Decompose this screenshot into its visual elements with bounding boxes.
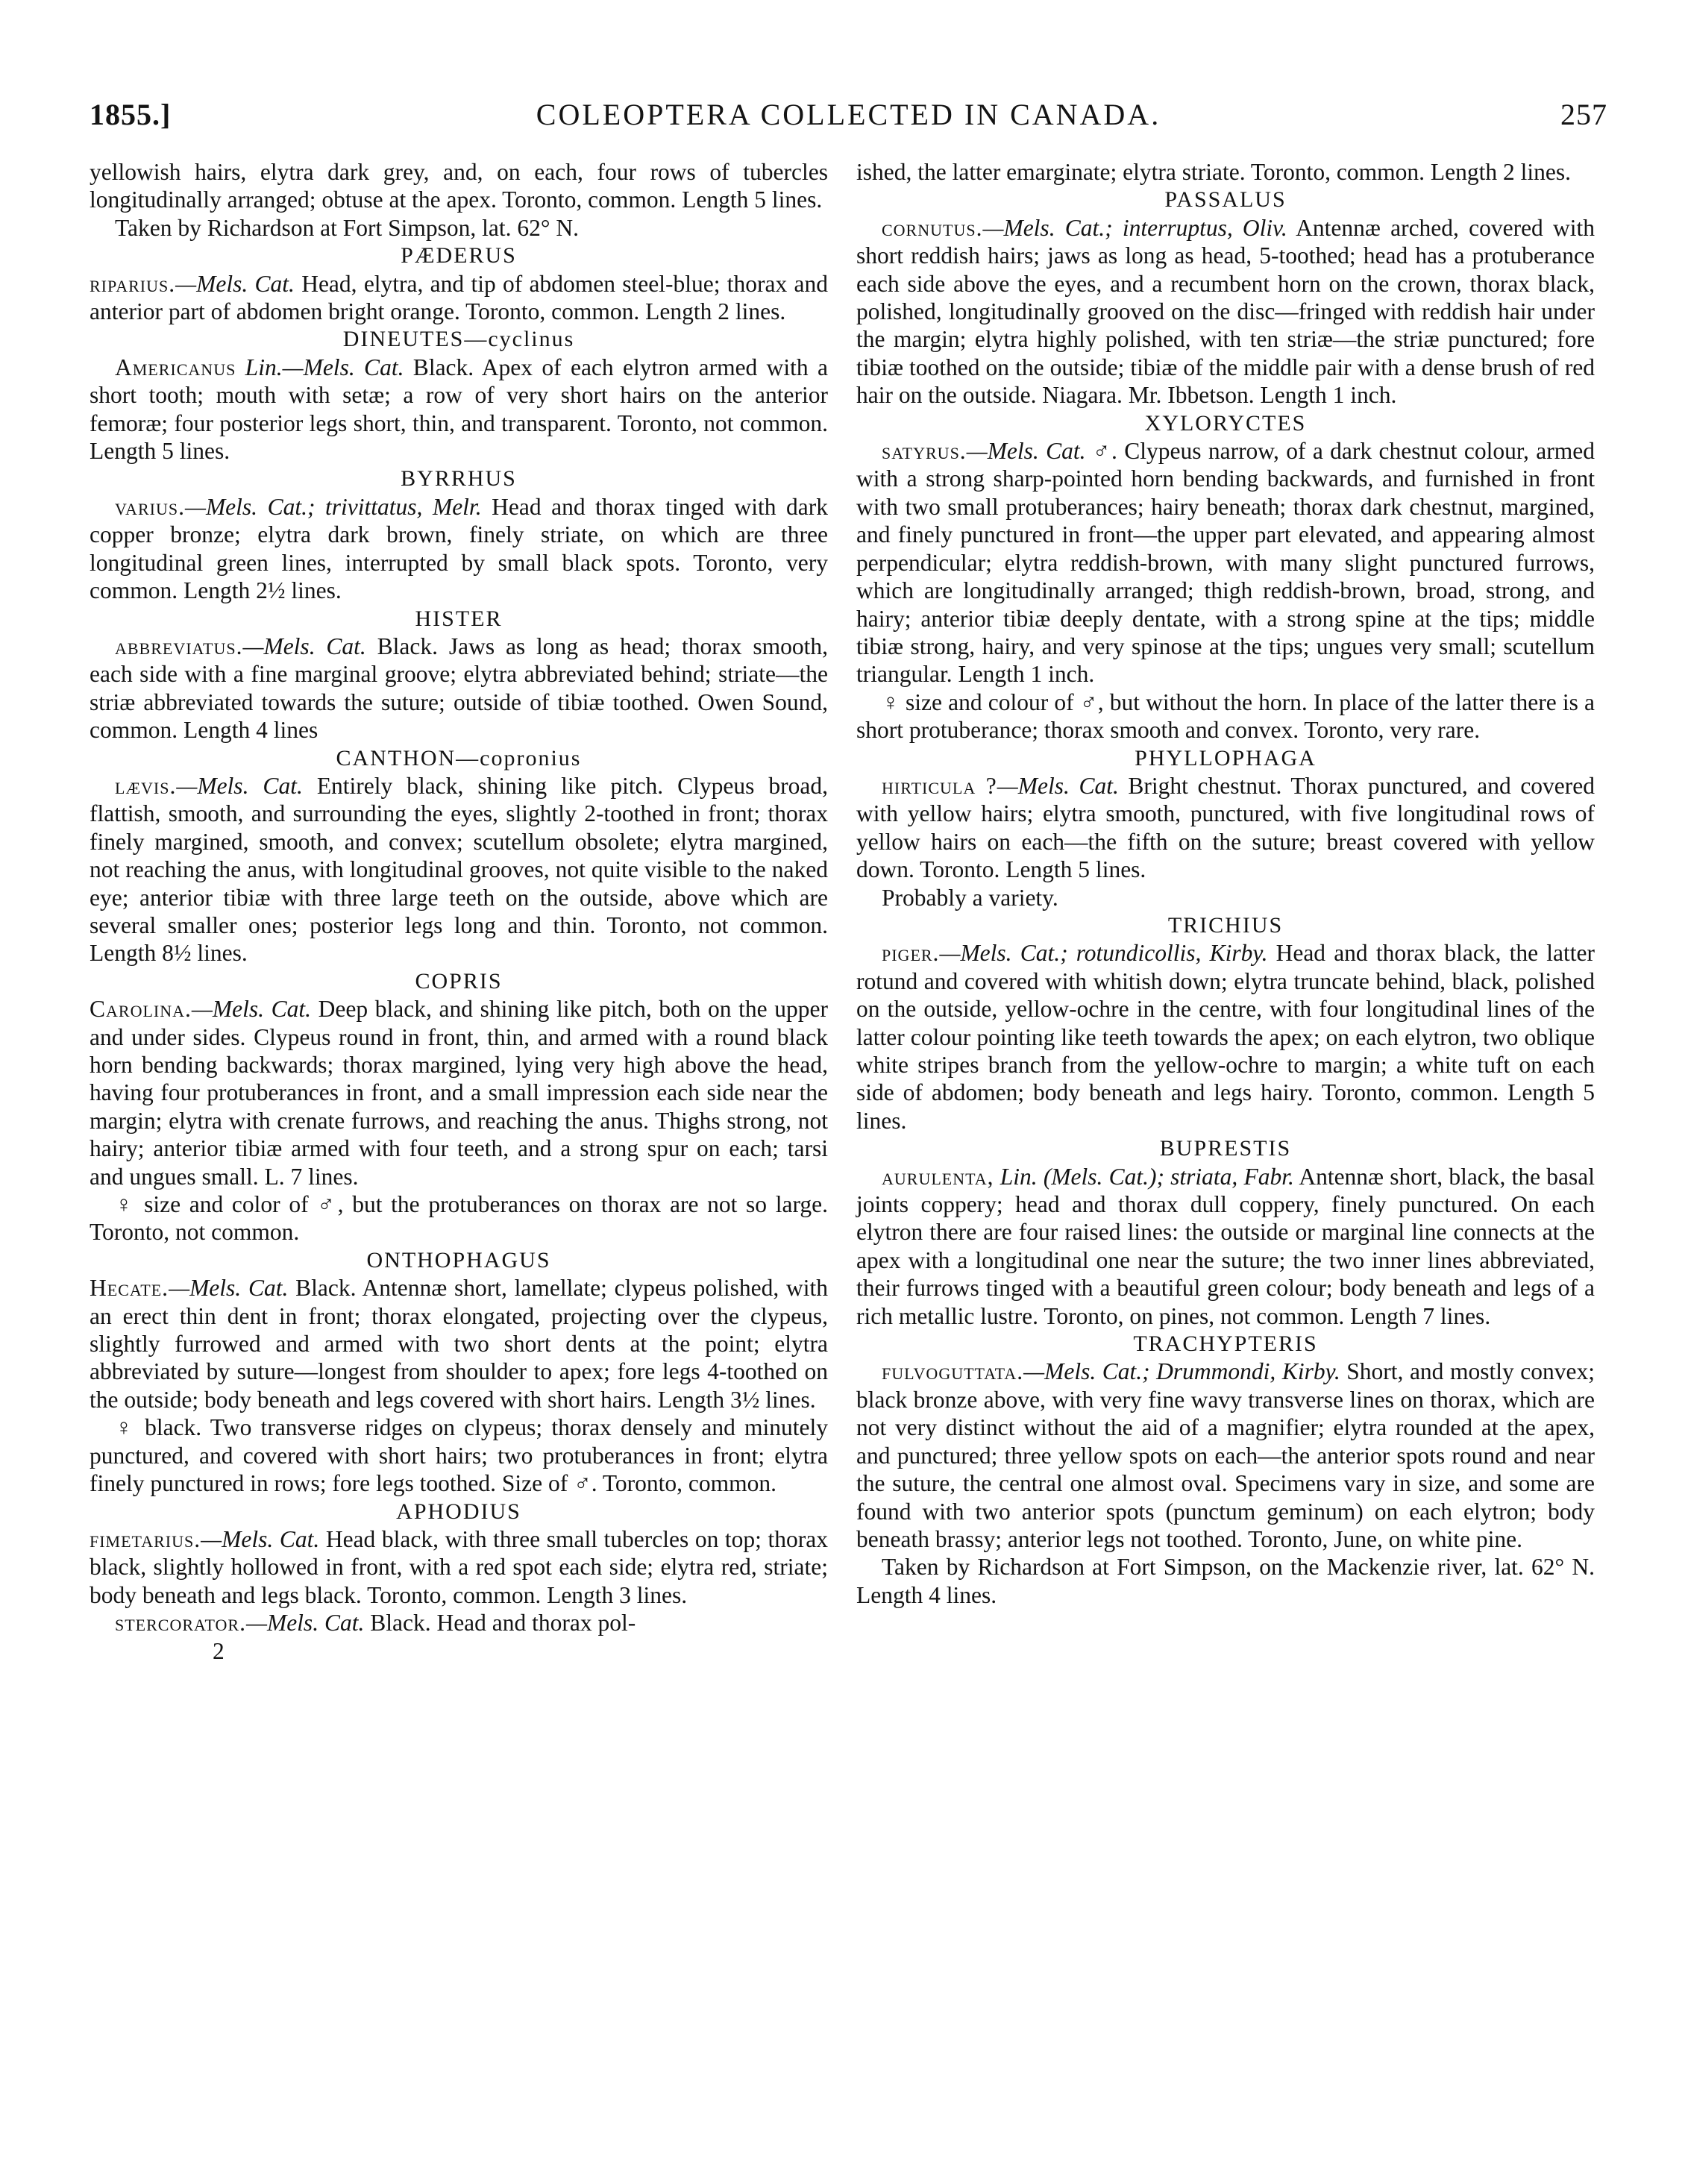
species-name: abbreviatus. (115, 633, 243, 659)
species-reference: Lin.—Mels. Cat. (236, 354, 404, 380)
species-reference: —Mels. Cat.; interruptus, Oliv. (982, 214, 1287, 241)
species-description: Antennæ short, black, the basal joints coppery; head and thorax dull coppery, finely punctured. On each elytron there are four raised lines: the outside or marginal line connects at the apex with a longitudinal one near the suture; the two inner lines abbreviated, their furrows tinged with a beautiful green colour; body beneath and legs of a rich metallic lustre. Toronto, on pines, not common. Length 7 lines. (856, 1163, 1595, 1329)
species-reference: Lin. (Mels. Cat.); striata, Fabr. (994, 1163, 1294, 1190)
species-entry (90, 995, 828, 1190)
running-head (90, 97, 1607, 142)
species-name: fulvoguttata. (882, 1358, 1024, 1385)
species-name: fimetarius. (90, 1525, 201, 1552)
species-description: Short, and mostly convex; black bronze above, with very fine wavy transverse lines on thorax, which are not very distinct without the aid of a magnifier; elytra rounded at the apex, and punctured; three yellow spots on each—the anterior spots round and near the suture, the central one almost oval. Specimens vary in size, and some are found with two anterior spots (punctum geminum) on each elytron; body beneath brassy; anterior legs not toothed. Toronto, June, on white pine. (856, 1358, 1595, 1552)
species-name: aurulenta, (882, 1163, 994, 1190)
species-reference: —Mels. Cat.; rotundicollis, Kirby. (939, 940, 1268, 967)
species-reference: —Mels. Cat.; trivittatus, Melr. (184, 493, 482, 520)
species-entry (90, 354, 828, 465)
species-reference: —Mels. Cat. (169, 1275, 289, 1302)
species-reference: —Mels. Cat. (176, 772, 303, 799)
species-entry (856, 939, 1595, 1135)
species-reference: —Mels. Cat. (245, 1610, 365, 1637)
genus-heading: BYRRHUS (401, 466, 517, 492)
genus-heading: XYLORYCTES (1144, 410, 1307, 436)
species-entry (90, 1525, 828, 1609)
species-reference: —Mels. Cat. (966, 438, 1086, 465)
genus-heading: DINEUTES—cyclinus (342, 327, 575, 352)
species-reference: —Mels. Cat. (997, 772, 1119, 799)
right-column (856, 158, 1595, 1609)
species-description: Deep black, and shining like pitch, both on the upper and under sides. Clypeus round in front, thin, and armed with a round black horn bending backwards; thorax margined, lying very high above the head, having four protuberances in front, and a small impression each side near the margin; elytra with crenate furrows, and reaching the anus. Thighs strong, not hairy; anterior tibiæ armed with four teeth, and a strong spur on each; tarsi and ungues small. L. 7 lines. (90, 996, 828, 1190)
species-name: riparius. (90, 270, 176, 297)
species-entry (856, 437, 1595, 688)
genus-heading: APHODIUS (396, 1499, 521, 1524)
collection-note: Taken by Richardson at Fort Simpson, on the Mackenzie river, lat. 62° N. Length 4 lines. (856, 1554, 1595, 1608)
page-number: 257 (1560, 98, 1607, 131)
genus-heading: BUPRESTIS (1159, 1136, 1292, 1161)
species-name: stercorator. (115, 1610, 246, 1637)
species-description: Bright chestnut. Thorax punctured, and covered with yellow hairs; elytra smooth, punctured, with five longitudinal rows of yellow hairs on each—the fifth on the suture; breast covered with yellow down. Toronto. Length 5 lines. (856, 772, 1595, 883)
signature-mark: 2 (213, 1637, 225, 1664)
female-note: ♀ size and color of ♂, but the protuberances on thorax are not so large. Toronto, not common. (90, 1191, 828, 1246)
left-column (90, 158, 828, 1665)
species-entry (90, 772, 828, 967)
species-description: Head black, with three small tubercles on top; thorax black, slightly hollowed in front, with a red spot each side; elytra red, striate; body beneath and legs black. Toronto, common. Length 3 lines. (90, 1525, 828, 1608)
female-note: ♀ size and colour of ♂, but without the horn. In place of the latter there is a short protuberance; thorax smooth and convex. Toronto, very rare. (856, 688, 1595, 744)
species-name: Americanus (115, 354, 236, 380)
species-name: Carolina. (90, 996, 192, 1023)
species-entry (856, 1358, 1595, 1553)
genus-heading: TRICHIUS (1167, 912, 1284, 938)
collection-note: Taken by Richardson at Fort Simpson, lat. 62° N. (115, 214, 579, 241)
species-name: varius. (115, 493, 185, 520)
continued-text: yellowish hairs, elytra dark grey, and, on each, four rows of tubercles longitudinally arranged; obtuse at the apex. Toronto, common. Length 5 lines. (90, 159, 828, 213)
species-name: satyrus. (882, 438, 967, 465)
species-reference: —Mels. Cat. (242, 633, 366, 659)
species-description: Black. Apex of each elytron armed with a short tooth; mouth with setæ; a row of very short hairs on the anterior femoræ; four posterior legs short, thin, and transparent. Toronto, not common. Length 5 lines. (90, 354, 829, 465)
species-reference: —Mels. Cat. (175, 270, 295, 297)
species-description: ♂. Clypeus narrow, of a dark chestnut colour, armed with a strong sharp-pointed horn bending backwards, and furnished in front with two small protuberances; hairy beneath; thorax dark chestnut, margined, and finely punctured in front—the upper part elevated, and appearing almost perpendicular; elytra reddish-brown, with many slight punctured furrows, which are longitudinally arranged; thigh reddish-brown, broad, strong, and hairy; anterior tibiæ deeply dentate, with a strong spine at the tips; middle tibiæ strong, hairy, and very spinose at the tips; ungues very small; scutellum triangular. Length 1 inch. (856, 438, 1595, 688)
species-name: Hecate. (90, 1275, 169, 1302)
species-description: Antennæ arched, covered with short reddish hairs; jaws as long as head, 5-toothed; head has a protuberance each side above the eyes, and a recumbent horn on the crown, thorax black, polished, longitudinally grooved on the disc—fringed with reddish hair under the margin; elytra highly polished, with ten striæ—the striæ punctured; fore tibiæ toothed on the outside; tibiæ of the middle pair with a dense brush of red hair on the outside. Niagara. Mr. Ibbetson. Length 1 inch. (856, 214, 1595, 409)
species-description: Head and thorax black, the latter rotund and covered with whitish down; elytra truncate behind, black, polished on the outside, yellow-ochre in the centre, with four longitudinal lines of the latter colour pointing like teeth towards the apex; on each elytron, two oblique white stripes branch from the yellow-ochre to margin; a white tuft on each side of abdomen; body beneath and legs hairy. Toronto, common. Length 5 lines. (856, 940, 1595, 1134)
species-name: hirticula ? (882, 772, 997, 799)
species-reference: —Mels. Cat.; Drummondi, Kirby. (1023, 1358, 1340, 1385)
species-entry (856, 772, 1595, 884)
running-title: COLEOPTERA COLLECTED IN CANADA. (536, 98, 1161, 131)
female-note: ♀ black. Two transverse ridges on clypeus; thorax densely and minutely punctured, and covered with short hairs; two protuberances in front; elytra finely punctured in rows; fore legs toothed. Size of ♂. Toronto, common. (90, 1414, 828, 1497)
species-entry (90, 633, 828, 744)
genus-heading: HISTER (415, 606, 503, 631)
continued-text: ished, the latter emarginate; elytra striate. Toronto, common. Length 2 lines. (856, 159, 1571, 185)
genus-heading: PASSALUS (1164, 187, 1287, 213)
species-reference: —Mels. Cat. (191, 996, 312, 1023)
volume-year: 1855.] (90, 98, 172, 131)
species-entry (856, 214, 1595, 410)
genus-heading: ONTHOPHAGUS (366, 1247, 551, 1273)
species-description: Black. Head and thorax pol- (364, 1610, 636, 1637)
genus-heading: PÆDERUS (401, 243, 517, 269)
species-name: lævis. (115, 772, 177, 799)
species-name: cornutus. (882, 214, 983, 241)
species-description: Entirely black, shining like pitch. Clypeus broad, flattish, smooth, and surrounding the eyes, slightly 2-toothed in front; thorax finely margined, smooth, and convex; scutellum obsolete; elytra margined, not reaching the anus, with longitudinal grooves, not quite visible to the naked eye; anterior tibiæ with three large teeth on the outside, above which are several smaller ones; posterior legs long and thin. Toronto, not common. Length 8½ lines. (90, 772, 828, 967)
species-entry (90, 1274, 828, 1413)
species-reference: —Mels. Cat. (201, 1525, 320, 1552)
species-description: Head and thorax tinged with dark copper bronze; elytra dark brown, finely striate, on which are three longitudinal green lines, interrupted by small black spots. Toronto, very common. Length 2½ lines. (90, 493, 828, 604)
species-description: Head, elytra, and tip of abdomen steel-blue; thorax and anterior part of abdomen bright orange. Toronto, common. Length 2 lines. (90, 270, 828, 325)
species-name: piger. (882, 940, 940, 967)
species-entry (856, 1163, 1595, 1330)
species-entry (90, 493, 828, 605)
genus-heading: PHYLLOPHAGA (1135, 745, 1317, 771)
variety-note: Probably a variety. (882, 884, 1058, 911)
species-entry (90, 1609, 828, 1637)
species-entry (90, 270, 828, 326)
species-description: Black. Jaws as long as head; thorax smooth, each side with a fine marginal groove; elytra abbreviated behind; striate—the striæ abbreviated towards the suture; outside of tibiæ toothed. Owen Sound, common. Length 4 lines (90, 633, 828, 744)
genus-heading: COPRIS (415, 968, 503, 994)
genus-heading: CANTHON—copronius (336, 745, 582, 771)
species-description: Black. Antennæ short, lamellate; clypeus polished, with an erect thin dent in front; thorax elongated, projecting over the clypeus, slightly furrowed and armed with two short dents at the point; elytra abbreviated by suture—longest from shoulder to apex; fore legs 4-toothed on the outside; body beneath and legs covered with short hairs. Length 3½ lines. (90, 1275, 828, 1413)
genus-heading: TRACHYPTERIS (1133, 1331, 1318, 1357)
